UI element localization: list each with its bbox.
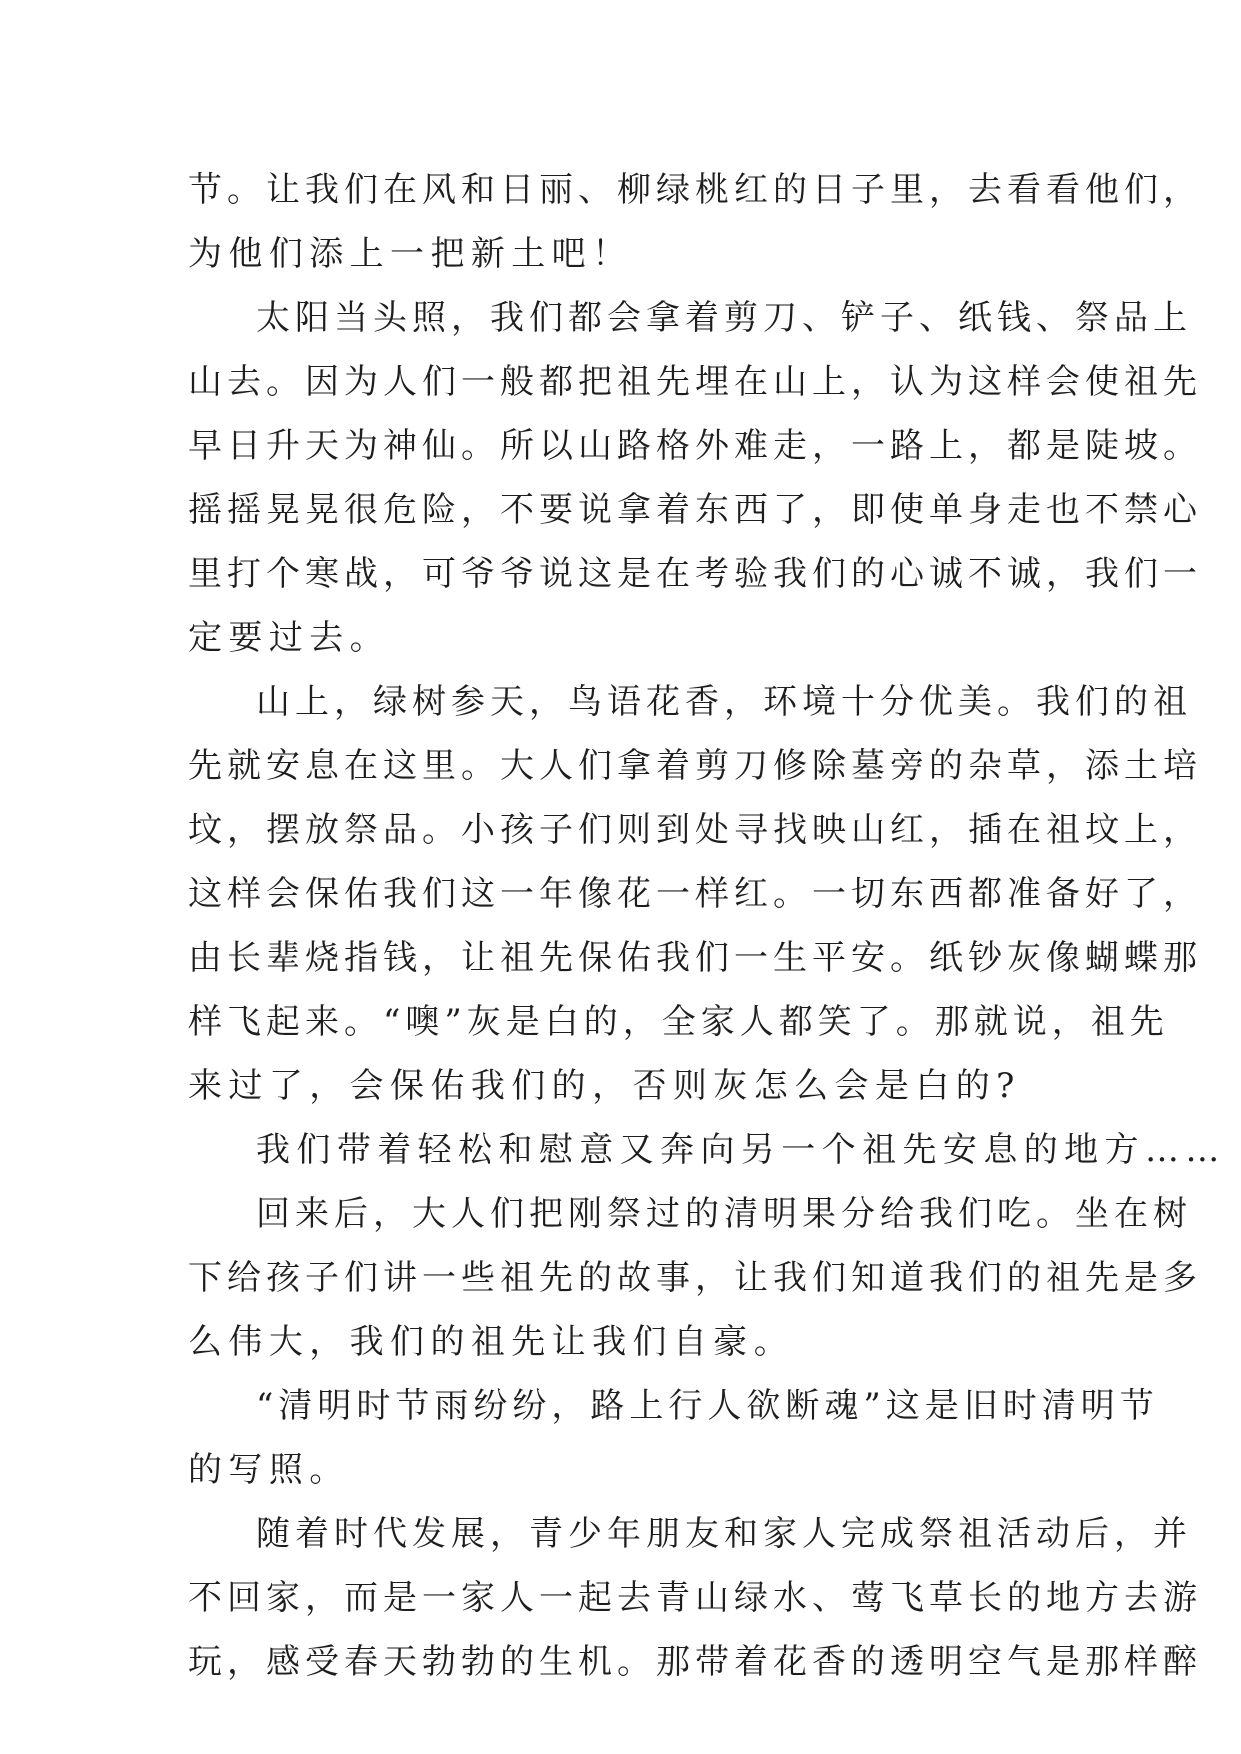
document-body bbox=[188, 158, 1226, 1694]
text-line: 回 来 后 ， 大 人 们 把 刚 祭 过 的 清 明 果 分 给 我 们 吃 。 坐 在 树 bbox=[256, 1194, 1192, 1234]
text-line: 先 就 安 息 在 这 里 。 大 人 们 拿 着 剪 刀 修 除 墓 旁 的 杂 草 ， 添 土 培 bbox=[188, 746, 1202, 786]
text-line: 的 写 照 。 bbox=[188, 1450, 350, 1490]
text-line: 随 着 时 代 发 展 ， 青 少 年 朋 友 和 家 人 完 成 祭 祖 活 动 后 ， 并 bbox=[256, 1514, 1192, 1554]
text-line: 下 给 孩 子 们 讲 一 些 祖 先 的 故 事 ， 让 我 们 知 道 我 们 的 祖 先 是 多 bbox=[188, 1258, 1202, 1298]
text-line: 山 上 ， 绿 树 参 天 ， 鸟 语 花 香 ， 环 境 十 分 优 美 。 我 们 的 祖 bbox=[256, 682, 1192, 722]
text-line: 么 伟 大 ， 我 们 的 祖 先 让 我 们 自 豪 。 bbox=[188, 1322, 795, 1362]
text-line: 由 长 辈 烧 指 钱 ， 让 祖 先 保 佑 我 们 一 生 平 安 。 纸 钞 灰 像 蝴 蝶 那 bbox=[188, 938, 1202, 978]
text-line: 样 飞 起 来 。 “ 噢 ” 灰 是 白 的 ， 全 家 人 都 笑 了 。 那 就 说 ， 祖 先 bbox=[188, 1002, 1169, 1042]
text-line: 里 打 个 寒 战 ， 可 爷 爷 说 这 是 在 考 验 我 们 的 心 诚 不 诚 ， 我 们 一 bbox=[188, 554, 1202, 594]
text-line: 不 回 家 ， 而 是 一 家 人 一 起 去 青 山 绿 水 、 莺 飞 草 长 的 地 方 去 游 bbox=[188, 1578, 1202, 1618]
text-line: 早 日 升 天 为 神 仙 。 所 以 山 路 格 外 难 走 ， 一 路 上 ， 都 是 陡 坡 。 bbox=[188, 426, 1202, 466]
text-line: “ 清 明 时 节 雨 纷 纷 ， 路 上 行 人 欲 断 魂 ” 这 是 旧 时 清 明 节 bbox=[256, 1386, 1159, 1426]
text-line: 我 们 带 着 轻 松 和 慰 意 又 奔 向 另 一 个 祖 先 安 息 的 地 方 … … bbox=[256, 1130, 1226, 1170]
text-line: 节 。 让 我 们 在 风 和 日 丽 、 柳 绿 桃 红 的 日 子 里 ， 去 看 看 他 们 ， bbox=[188, 170, 1202, 210]
text-line: 坟 ， 摆 放 祭 品 。 小 孩 子 们 则 到 处 寻 找 映 山 红 ， 插 在 祖 坟 上 ， bbox=[188, 810, 1202, 850]
text-line: 玩 ， 感 受 春 天 勃 勃 的 生 机 。 那 带 着 花 香 的 透 明 空 气 是 那 样 醉 bbox=[188, 1642, 1202, 1682]
text-line: 太 阳 当 头 照 ， 我 们 都 会 拿 着 剪 刀 、 铲 子 、 纸 钱 、 祭 品 上 bbox=[256, 298, 1192, 338]
text-line: 摇 摇 晃 晃 很 危 险 ， 不 要 说 拿 着 东 西 了 ， 即 使 单 身 走 也 不 禁 心 bbox=[188, 490, 1202, 530]
text-line: 为 他 们 添 上 一 把 新 土 吧 ！ bbox=[188, 234, 633, 274]
text-line: 山 去 。 因 为 人 们 一 般 都 把 祖 先 埋 在 山 上 ， 认 为 这 样 会 使 祖 先 bbox=[188, 362, 1202, 402]
text-line: 来 过 了 ， 会 保 佑 我 们 的 ， 否 则 灰 怎 么 会 是 白 的 ? bbox=[188, 1066, 1021, 1106]
text-line: 这 样 会 保 佑 我 们 这 一 年 像 花 一 样 红 。 一 切 东 西 都 准 备 好 了 ， bbox=[188, 874, 1202, 914]
text-line: 定 要 过 去 。 bbox=[188, 618, 391, 658]
